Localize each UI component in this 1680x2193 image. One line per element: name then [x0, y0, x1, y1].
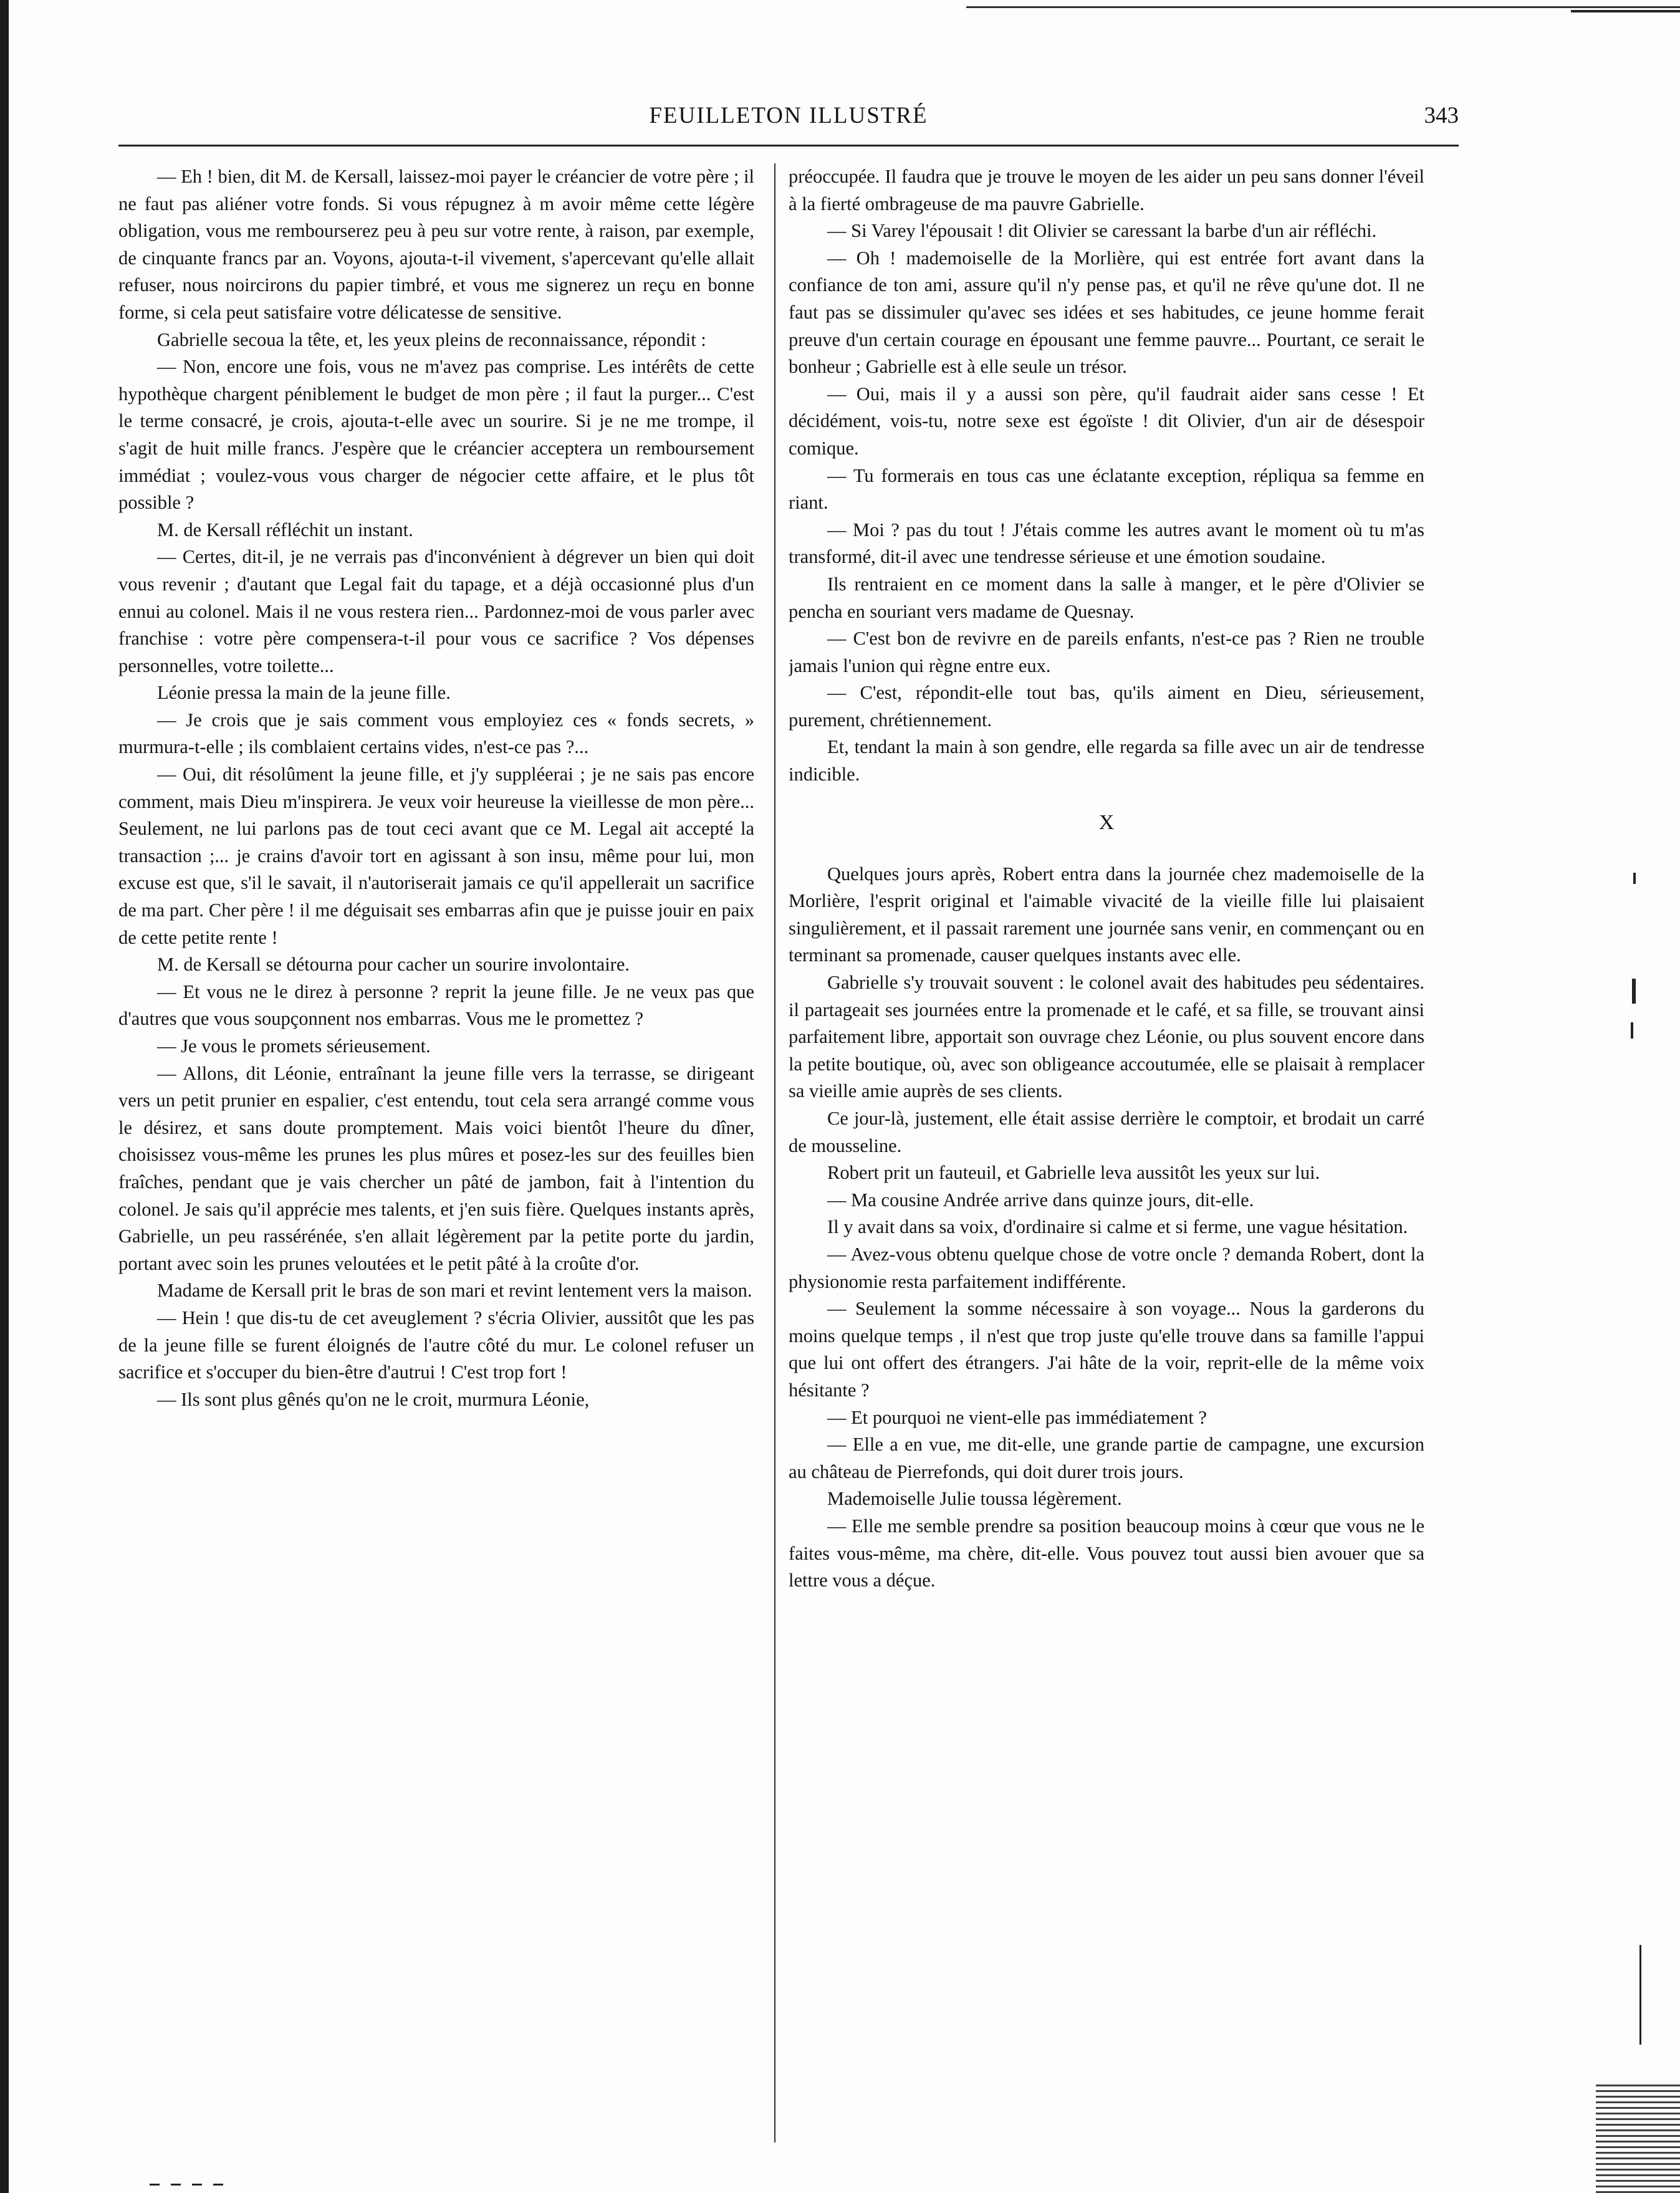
left-column-paragraph: — Ils sont plus gênés qu'on ne le croit, murmura Léonie, [157, 1388, 590, 1410]
left-column [118, 163, 754, 2146]
left-column-paragraph: Madame de Kersall prit le bras de son mari et revint lentement vers la maison. [157, 1280, 752, 1302]
right-column-paragraph: — Avez-vous obtenu quelque chose de votre oncle ? demanda Robert, dont la physionomie resta parfaitement indifférente. [789, 1243, 1424, 1292]
left-column-paragraph: — Certes, dit-il, je ne verrais pas d'inconvénient à dégrever un bien qui doit vous revenir ; d'autant que Legal fait du tapage, et a déjà occasionné plus d'un ennui au colonel. Mais il ne vous restera rien... Pardonnez-moi de vous parler avec franchise : votre père compensera-t-il pour vous ce sacrifice ? Vos dépenses personnelles, votre toilette... [118, 546, 754, 676]
header-rule [118, 145, 1459, 146]
right-column-paragraph: Gabrielle s'y trouvait souvent : le colonel avait des habitudes peu sédentaires. il partageait ses journées entre la promenade et le café, et sa fille, se trouvant ainsi parfaitement libre, apportait son ouvrage chez Léonie, ou plus souvent encore dans la petite boutique, où, avec son obligeance accoutumée, elle se plaisait à remplacer sa vieille amie auprès de ses clients. [789, 972, 1424, 1102]
scan-smudge [1596, 2081, 1680, 2193]
right-column-paragraph: — Oui, mais il y a aussi son père, qu'il faudrait aider sans cesse ! Et décidément, vois-tu, notre sexe est égoïste ! dit Olivier, d'un air de désespoir comique. [789, 383, 1424, 459]
left-column-paragraph: Léonie pressa la main de la jeune fille. [157, 682, 451, 704]
right-column-paragraph: Et, tendant la main à son gendre, elle regarda sa fille avec un air de tendresse indicible. [789, 736, 1424, 785]
left-column-paragraph: — Hein ! que dis-tu de cet aveuglement ? s'écria Olivier, aussitôt que les pas de la jeune fille se furent éloignés de l'autre côté du mur. Le colonel refuser un sacrifice et s'occuper du bien-être d'autrui ! C'est trop fort ! [118, 1307, 754, 1383]
right-column-paragraph: Mademoiselle Julie toussa légèrement. [827, 1488, 1122, 1510]
right-column-paragraph: Il y avait dans sa voix, d'ordinaire si calme et si ferme, une vague hésitation. [827, 1216, 1408, 1238]
left-column-paragraph: — Non, encore une fois, vous ne m'avez pas comprise. Les intérêts de cette hypothèque chargent péniblement le budget de mon père ; il faut la purger... C'est le terme consacré, je crois, ajouta-t-elle avec un sourire. Si je ne me trompe, il s'agit de huit mille francs. J'espère que le créancier acceptera un remboursement immédiat ; voulez-vous vous charger de négocier cette affaire, et le plus tôt possible ? [118, 356, 754, 514]
left-column-paragraph: M. de Kersall se détourna pour cacher un sourire involontaire. [157, 954, 630, 976]
binding-edge [0, 0, 9, 2193]
left-column-paragraph: — Et vous ne le direz à personne ? reprit la jeune fille. Je ne veux pas que d'autres que vous soupçonnent nos embarras. Vous me le promettez ? [118, 981, 754, 1030]
top-scan-rule [966, 6, 1680, 8]
right-column-paragraph: Robert prit un fauteuil, et Gabrielle leva aussitôt les yeux sur lui. [827, 1162, 1320, 1184]
right-column [789, 163, 1424, 2146]
left-column-paragraph: — Je crois que je sais comment vous employiez ces « fonds secrets, » murmura-t-elle ; ils comblaient certains vides, n'est-ce pas ?... [118, 709, 754, 758]
right-column-after-chapter [789, 861, 1424, 1595]
right-column-paragraph: — Oh ! mademoiselle de la Morlière, qui est entrée fort avant dans la confiance de ton ami, assure qu'il n'y pense pas, et qu'il ne rêve qu'une dot. Il ne faut pas se dissimuler qu'avec ses idées et ses habitudes, ce jeune homme ferait preuve d'un certain courage en épousant une femme pauvre... Pourtant, ce serait le bonheur ; Gabrielle est à elle seule un trésor. [789, 247, 1424, 378]
right-column-paragraph: Quelques jours après, Robert entra dans la journée chez mademoiselle de la Morlière, l'esprit original et l'aimable vivacité de la vieille fille lui plaisaient singulièrement, et il passait rarement une journée sans venir, en commençant ou en terminant sa promenade, causer quelques instants avec elle. [789, 863, 1424, 966]
top-scan-rule-corner [1571, 10, 1680, 12]
right-column-paragraph: — Et pourquoi ne vient-elle pas immédiatement ? [827, 1406, 1207, 1428]
right-column-paragraph: — Tu formerais en tous cas une éclatante exception, répliqua sa femme en riant. [789, 464, 1424, 514]
right-column-paragraph: — Elle a en vue, me dit-elle, une grande partie de campagne, une excursion au château de Pierrefonds, qui doit durer trois jours. [789, 1434, 1424, 1482]
left-column-paragraph: — Eh ! bien, dit M. de Kersall, laissez-moi payer le créancier de votre père ; il ne faut pas aliéner votre fonds. Si vous répugnez à m avoir même cette légère obligation, vous me rembourserez peu à peu sur votre rente, à raison, par exemple, de cinquante francs par an. Voyons, ajouta-t-il vivement, s'apercevant qu'elle allait refuser, nous noircirons du papier timbré, et vous me signerez un reçu en bonne forme, si cela peut satisfaire votre délicatesse de sensitive. [118, 166, 754, 323]
right-column-paragraph: — C'est, répondit-elle tout bas, qu'ils aiment en Dieu, sérieusement, purement, chrétiennement. [789, 682, 1424, 731]
running-title: FEUILLETON ILLUSTRÉ [649, 103, 928, 128]
right-column-paragraph: Ce jour-là, justement, elle était assise derrière le comptoir, et brodait un carré de mousseline. [789, 1108, 1424, 1156]
right-column-paragraph: — Moi ? pas du tout ! J'étais comme les autres avant le moment où tu m'as transformé, dit-il avec une tendresse sérieuse et une émotion soudaine. [789, 519, 1424, 568]
right-column-paragraph: — Si Varey l'épousait ! dit Olivier se caressant la barbe d'un air réfléchi. [827, 220, 1377, 242]
left-column-paragraph: — Oui, dit résolûment la jeune fille, et j'y suppléerai ; je ne sais pas encore comment, mais Dieu m'inspirera. Je veux voir heureuse la vieillesse de mon père... Seulement, ne lui parlons pas de tout ceci avant que ce M. Legal ait accepté la transaction ;... je crains d'avoir tort en agissant à son insu, même pour lui, mon excuse est que, s'il le savait, il n'autoriserait jamais ce qu'il appellerait un sacrifice de ma part. Cher père ! il me déguisait ses embarras afin que je puisse jouir en paix de cette petite rente ! [118, 764, 754, 948]
scan-ticks [150, 2184, 224, 2186]
page-number: 343 [1424, 103, 1459, 128]
left-column-paragraph: M. de Kersall réfléchit un instant. [157, 519, 413, 540]
chapter-heading: X [1098, 810, 1115, 834]
left-column-paragraph: — Je vous le promets sérieusement. [157, 1035, 431, 1057]
margin-scan-marks [1621, 873, 1658, 2182]
left-column-paragraph: Gabrielle secoua la tête, et, les yeux pleins de reconnaissance, répondit : [157, 329, 706, 350]
page-header [118, 102, 1459, 146]
right-column-before-chapter [789, 163, 1424, 789]
right-column-paragraph: — C'est bon de revivre en de pareils enfants, n'est-ce pas ? Rien ne trouble jamais l'union qui règne entre eux. [789, 628, 1424, 676]
left-column-paragraph: — Allons, dit Léonie, entraînant la jeune fille vers la terrasse, se dirigeant vers un petit prunier en espalier, c'est entendu, tout cela sera arrangé comme vous le désirez, et sans doute promptement. Mais voici bientôt l'heure du dîner, choisissez vous-même les prunes les plus mûres et posez-les sur des feuilles bien fraîches, pendant que je vais chercher un pâté de jambon, fait à l'intention du colonel. Je sais qu'il apprécie mes talents, et j'en suis fière. Quelques instants après, Gabrielle, un peu rassérénée, s'en allait légèrement par la petite porte du jardin, portant avec soin les prunes veloutées et le petit pâté à la croûte d'or. [118, 1062, 754, 1274]
right-column-paragraph: — Seulement la somme nécessaire à son voyage... Nous la garderons du moins quelque temps , il n'est que trop juste qu'elle trouve dans sa famille l'appui que lui ont offert des étrangers. J'ai hâte de la voir, reprit-elle de la même voix hésitante ? [789, 1298, 1424, 1401]
right-column-paragraph: — Elle me semble prendre sa position beaucoup moins à cœur que vous ne le faites vous-même, ma chère, dit-elle. Vous pouvez tout aussi bien avouer que sa lettre vous a déçue. [789, 1515, 1424, 1591]
column-divider [774, 163, 775, 2143]
right-column-paragraph: préoccupée. Il faudra que je trouve le moyen de les aider un peu sans donner l'éveil à la fierté ombrageuse de ma pauvre Gabrielle. [789, 166, 1424, 214]
right-column-paragraph: — Ma cousine Andrée arrive dans quinze jours, dit-elle. [827, 1189, 1254, 1211]
right-column-paragraph: Ils rentraient en ce moment dans la salle à manger, et le père d'Olivier se pencha en souriant vers madame de Quesnay. [789, 573, 1424, 622]
